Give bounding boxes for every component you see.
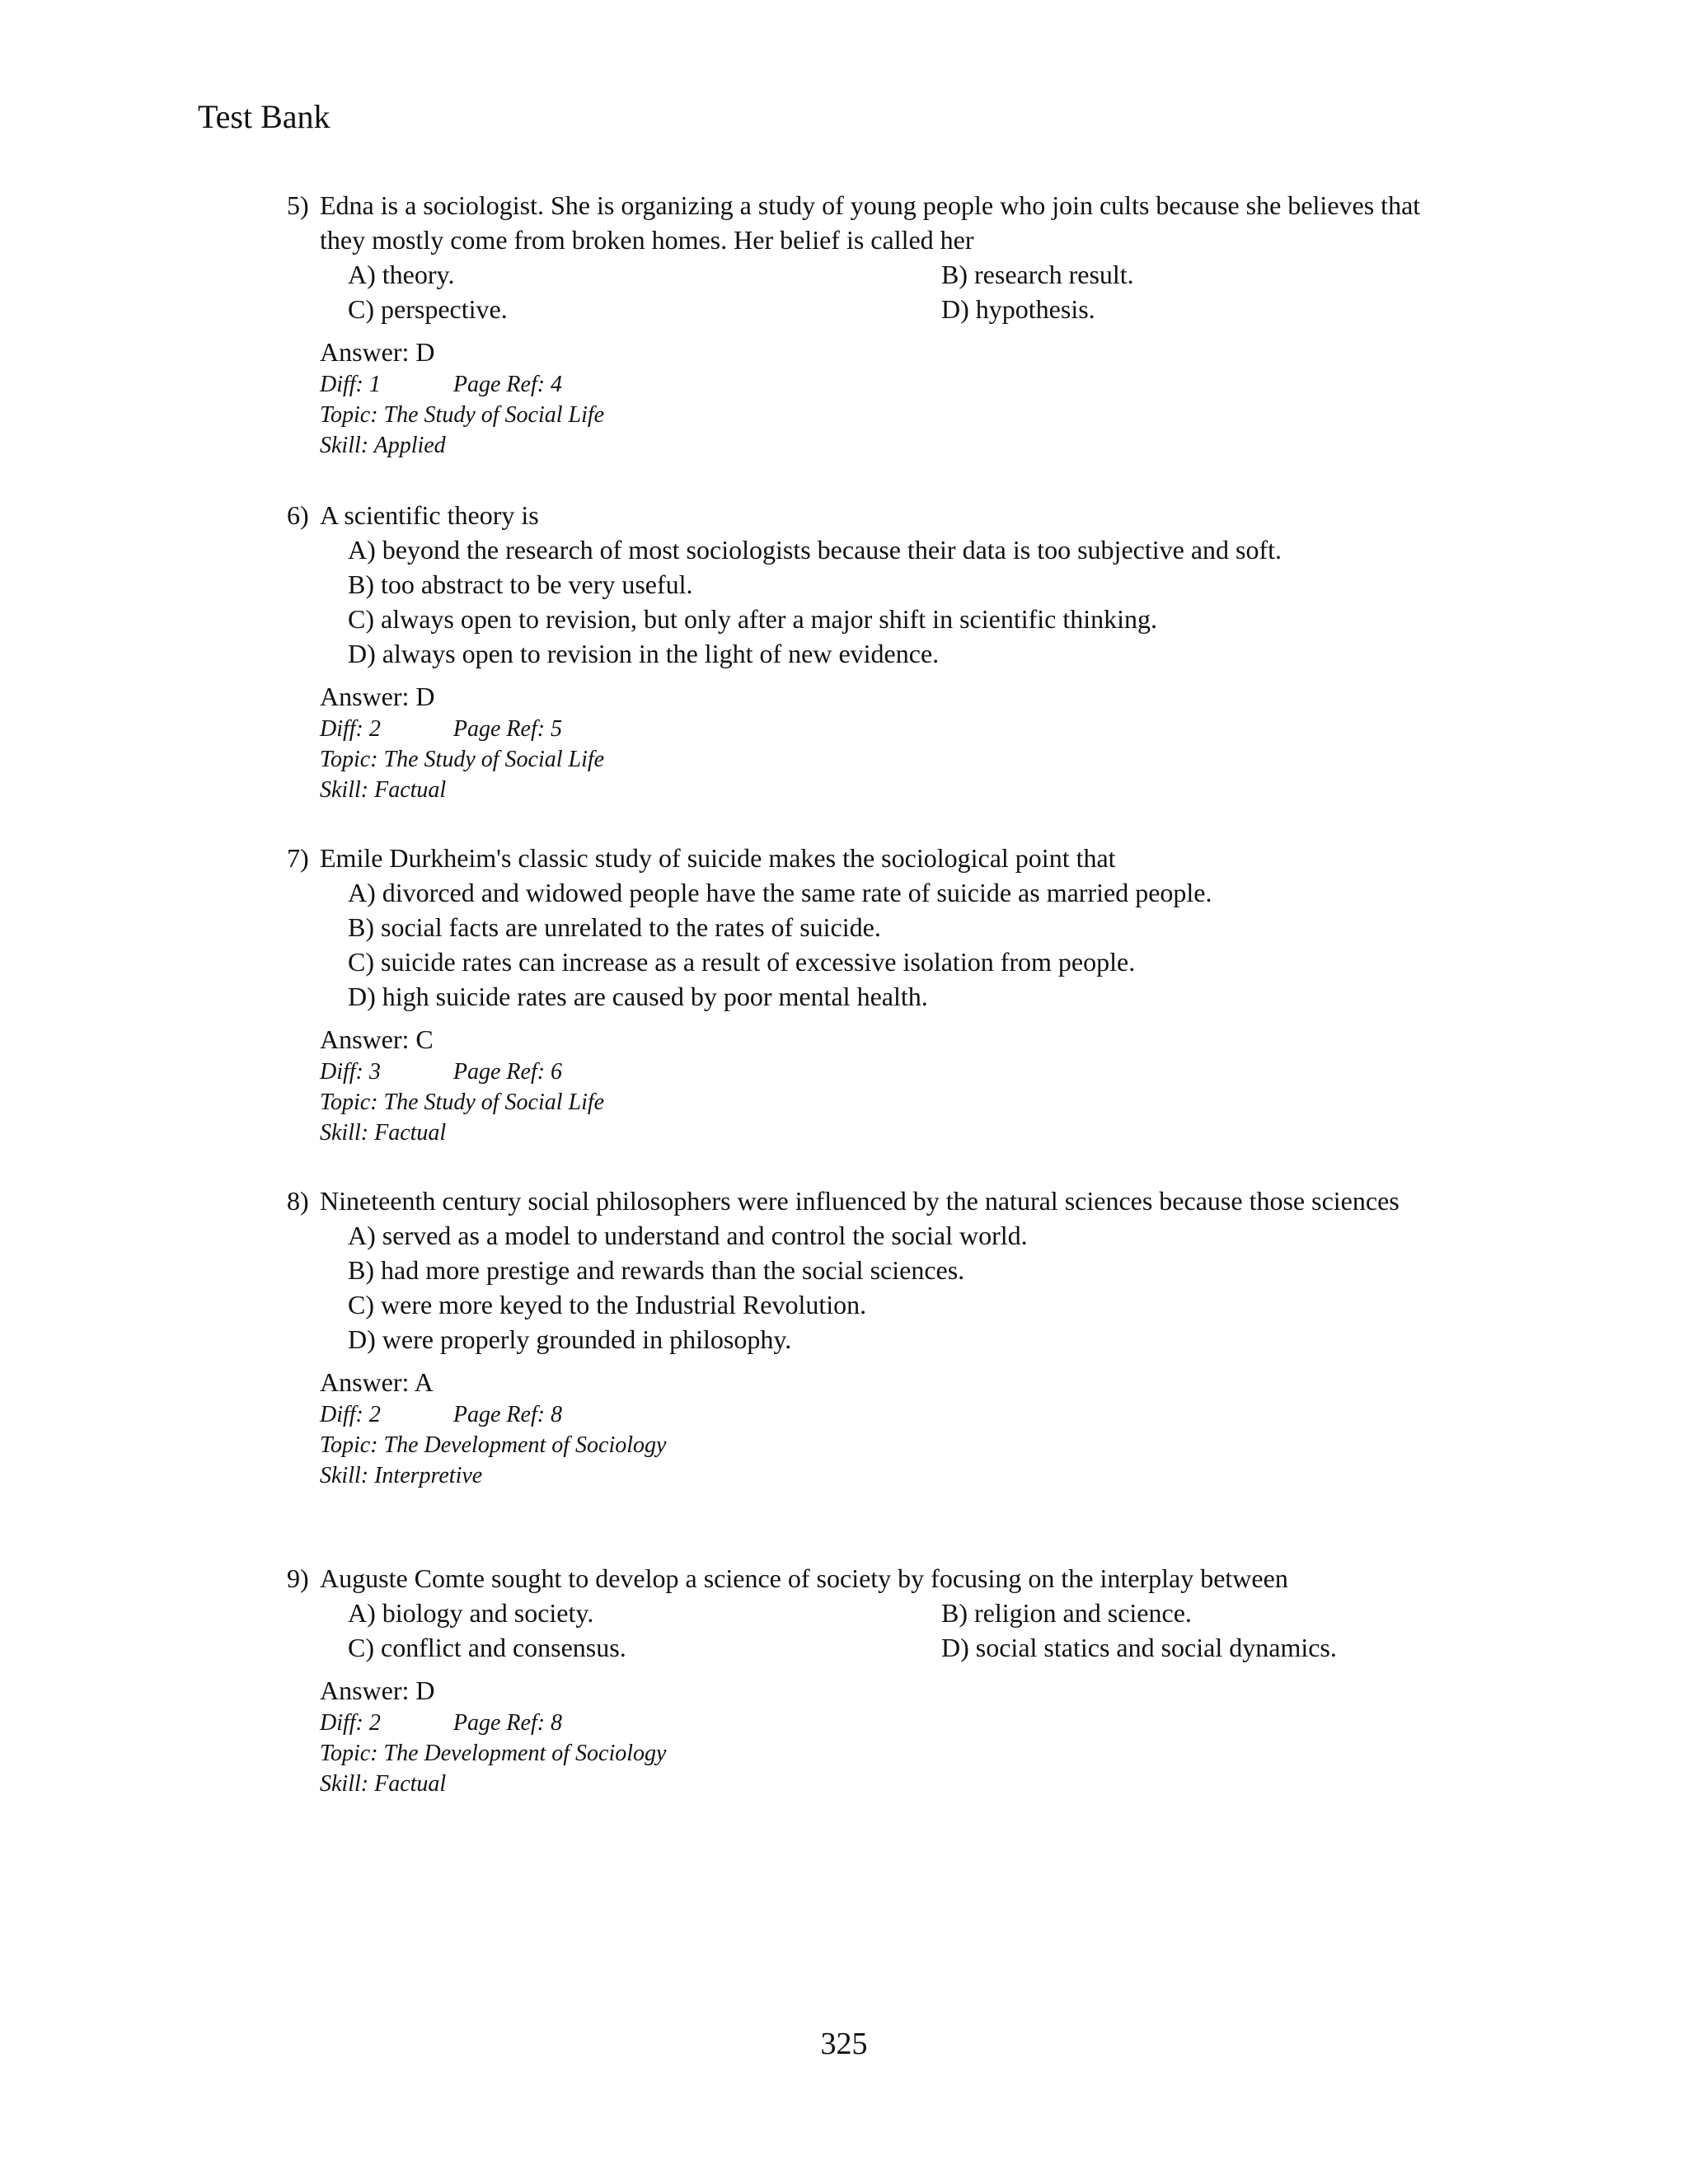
skill: Skill: Factual (320, 777, 447, 803)
topic: Topic: The Development of Sociology (320, 1432, 667, 1458)
page-reference: Page Ref: 5 (452, 716, 563, 742)
answer-options (287, 257, 1441, 326)
difficulty: Diff: 1 (320, 372, 381, 397)
answer-options (287, 875, 1441, 1014)
page-header-title: Test Bank (198, 98, 331, 135)
question-text: Auguste Comte sought to develop a science of society by focusing on the interplay between (320, 1563, 1288, 1593)
option-b: B) religion and science. (941, 1598, 1192, 1628)
question-stem (287, 1561, 1441, 1596)
answer-key: Answer: C (320, 1024, 434, 1054)
answer-options (287, 532, 1441, 671)
difficulty: Diff: 2 (320, 1402, 381, 1427)
answer-key: Answer: D (320, 1675, 435, 1705)
answer-options (287, 1218, 1441, 1357)
question-text: Nineteenth century social philosophers were influenced by the natural sciences because those sciences (320, 1186, 1400, 1216)
topic: Topic: The Study of Social Life (320, 402, 605, 428)
question-5 (287, 188, 1441, 461)
question-number: 7) (287, 843, 309, 873)
topic: Topic: The Development of Sociology (320, 1741, 667, 1766)
page-reference: Page Ref: 6 (452, 1059, 563, 1085)
question-8 (287, 1183, 1441, 1491)
question-6 (287, 498, 1441, 805)
question-text: Edna is a sociologist. She is organizing a study of young people who join cults because she believes that they mostly come from broken homes. Her belief is called her (320, 190, 1421, 255)
question-9 (287, 1561, 1441, 1799)
metadata-diff-line (287, 1399, 1441, 1430)
option-c: C) suicide rates can increase as a result of excessive isolation from people. (348, 947, 1136, 977)
question-7 (287, 841, 1441, 1148)
answer-key: Answer: A (320, 1367, 434, 1397)
option-b: B) research result. (941, 260, 1134, 289)
answer-options (287, 1596, 1441, 1665)
option-d: D) high suicide rates are caused by poor mental health. (348, 982, 928, 1011)
option-b: B) had more prestige and rewards than the social sciences. (348, 1255, 965, 1285)
question-stem (287, 188, 1441, 257)
answer-key: Answer: D (320, 337, 435, 367)
topic: Topic: The Study of Social Life (320, 1090, 605, 1115)
option-a: A) served as a model to understand and control the social world. (348, 1221, 1028, 1250)
page-reference: Page Ref: 8 (452, 1402, 563, 1427)
option-a: A) beyond the research of most sociologists because their data is too subjective and soft. (348, 535, 1282, 565)
difficulty: Diff: 2 (320, 716, 381, 742)
option-a: A) biology and society. (348, 1598, 594, 1628)
metadata-diff-line (287, 714, 1441, 744)
option-b: B) social facts are unrelated to the rates of suicide. (348, 912, 881, 942)
skill: Skill: Factual (320, 1120, 447, 1146)
question-stem (287, 1183, 1441, 1218)
question-stem (287, 498, 1441, 532)
answer-key: Answer: D (320, 682, 435, 711)
option-b: B) too abstract to be very useful. (348, 569, 693, 599)
option-d: D) were properly grounded in philosophy. (348, 1324, 792, 1354)
question-text: Emile Durkheim's classic study of suicide makes the sociological point that (320, 843, 1116, 873)
skill: Skill: Factual (320, 1771, 447, 1797)
question-number: 5) (287, 190, 309, 220)
option-a: A) theory. (348, 260, 455, 289)
question-number: 9) (287, 1563, 309, 1593)
metadata-diff-line (287, 1057, 1441, 1087)
option-a: A) divorced and widowed people have the same rate of suicide as married people. (348, 878, 1212, 907)
skill: Skill: Applied (320, 433, 446, 458)
option-d: D) social statics and social dynamics. (941, 1633, 1337, 1662)
skill: Skill: Interpretive (320, 1463, 483, 1488)
metadata-diff-line (287, 1708, 1441, 1738)
question-number: 6) (287, 500, 309, 530)
topic: Topic: The Study of Social Life (320, 747, 605, 772)
question-text: A scientific theory is (320, 500, 539, 530)
option-d: D) always open to revision in the light of new evidence. (348, 639, 940, 668)
difficulty: Diff: 3 (320, 1059, 381, 1085)
question-number: 8) (287, 1186, 309, 1216)
difficulty: Diff: 2 (320, 1710, 381, 1736)
option-d: D) hypothesis. (941, 294, 1095, 324)
metadata-diff-line (287, 369, 1441, 400)
option-c: C) perspective. (348, 294, 508, 324)
page-reference: Page Ref: 8 (452, 1710, 563, 1736)
option-c: C) always open to revision, but only after a major shift in scientific thinking. (348, 604, 1158, 634)
page-reference: Page Ref: 4 (452, 372, 563, 397)
option-c: C) were more keyed to the Industrial Revolution. (348, 1290, 867, 1319)
page-number: 325 (820, 2027, 868, 2061)
option-c: C) conflict and consensus. (348, 1633, 626, 1662)
question-stem (287, 841, 1441, 875)
